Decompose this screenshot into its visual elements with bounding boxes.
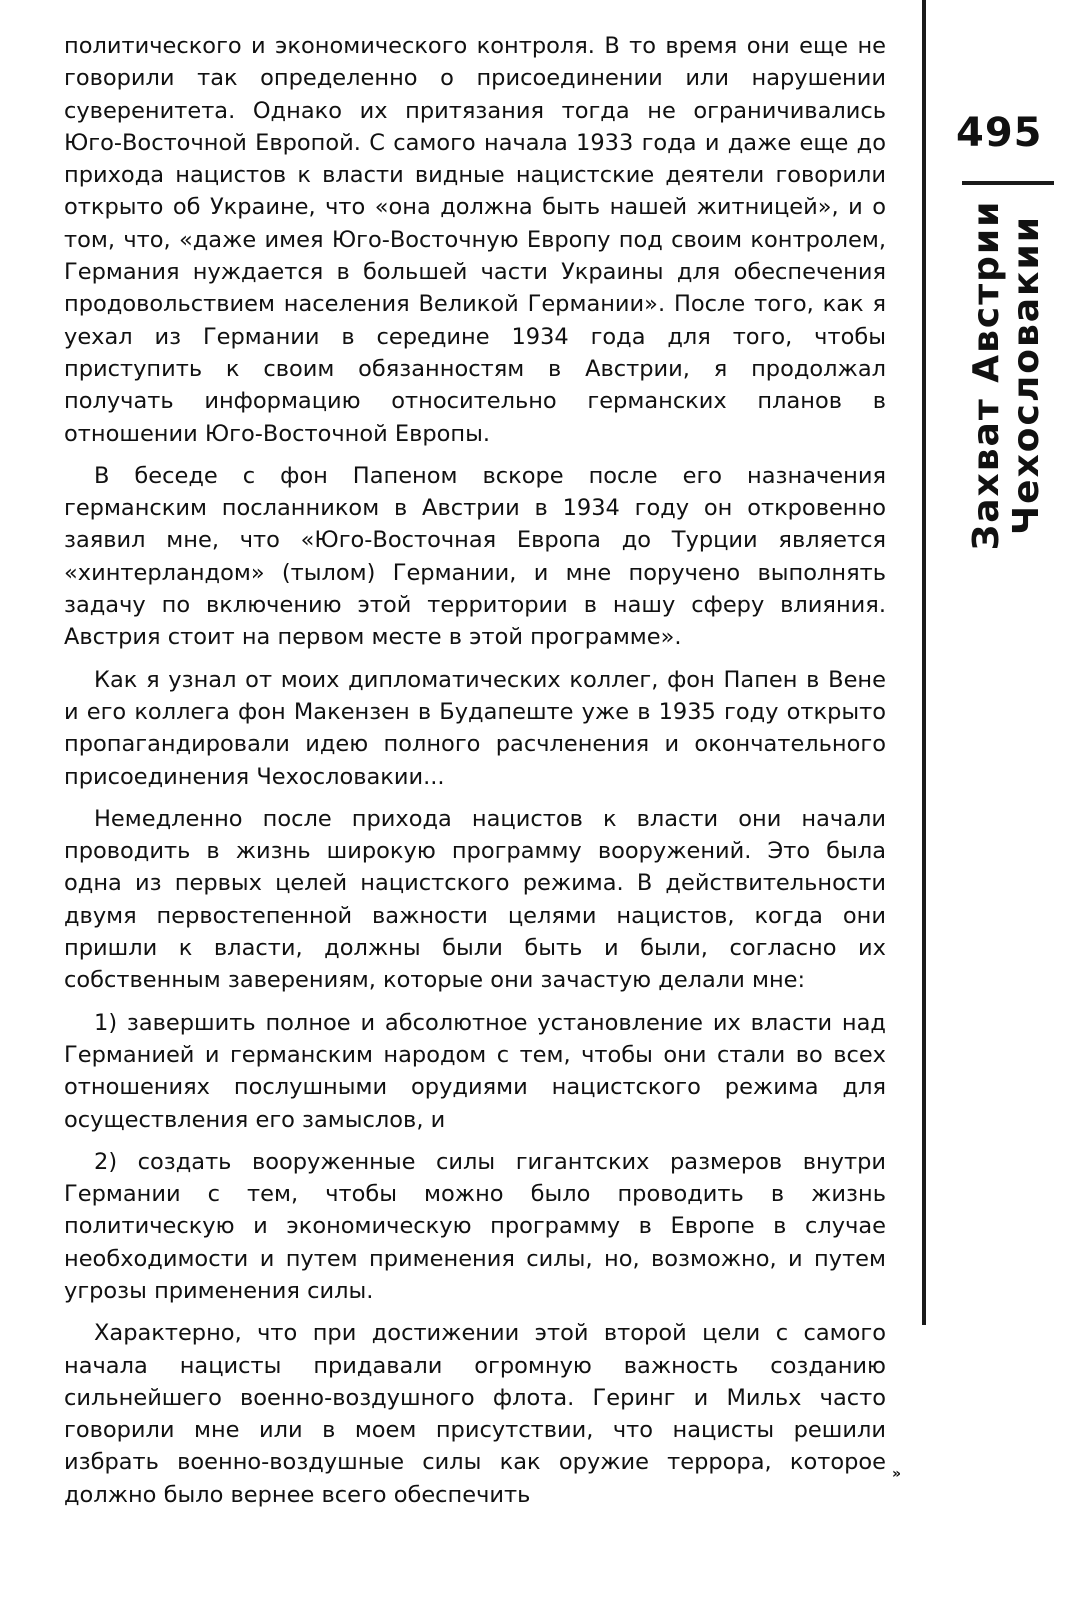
paragraph-4: Немедленно после прихода нацистов к власти они начали проводить в жизнь широкую программу вооружений. Это была одна из первых целей нацистского режима. В действительности двумя первостепенной важности целями нацистов, когда они пришли к власти, должны были быть и были, согласно их собственным заверениям, которые они зачастую делали мне: — [64, 805, 886, 994]
margin-rule-vertical — [922, 0, 926, 1325]
running-head-line-2: Чехословакии — [1006, 215, 1047, 535]
paragraph-6: 2) создать вооруженные силы гигантских размеров внутри Германии с тем, чтобы можно было проводить в жизнь политическую и экономическую программу в Европе в случае необходимости и путем применения силы, но, возможно, и путем угрозы применения силы. — [64, 1148, 886, 1304]
running-head-line-1: Захват Австрии — [966, 199, 1007, 551]
paragraph-5: 1) завершить полное и абсолютное установление их власти над Германией и германским народом с тем, чтобы они стали во всех отношениях послушными орудиями нацистского режима для осуществления его замыслов, и — [64, 1009, 886, 1133]
paragraph-1: политического и экономического контроля. В то время они еще не говорили так определенно о присоединении или нарушении суверенитета. Однако их притязания тогда не ограничивались Юго-Восточной Европой. С самого начала 1933 года и даже еще до прихода нацистов к власти видные нацистские деятели говорили открыто об Украине, что «она должна быть нашей житницей», и о том, что, «даже имея Юго-Восточную Европу под своим контролем, Германия нуждается в большей части Украины для обеспечения продовольствием населения Великой Германии». После того, как я уехал из Германии в середине 1934 года для того, чтобы приступить к своим обязанностям в Австрии, я продолжал получать информацию относительно германских планов в отношении Юго-Восточной Европы. — [64, 33, 886, 447]
body-text — [64, 30, 886, 1521]
paragraph-7: Характерно, что при достижении этой второй цели с самого начала нацисты придавали огромную важность созданию сильнейшего военно-воздушного флота. Геринг и Мильх часто говорили мне или в моем присутствии, что нацисты решили избрать военно-воздушные силы как оружие террора, которое должно было вернее всего обеспечить — [64, 1320, 886, 1508]
paragraph-2: В беседе с фон Папеном вскоре после его назначения германским посланником в Австрии в 1934 году он откровенно заявил мне, что «Юго-Восточная Европа до Турции является «хинтерландом» (тылом) Германии, и мне поручено выполнять задачу по включению этой территории в нашу сферу влияния. Австрия стоит на первом месте в этой программе». — [64, 462, 886, 651]
edge-mark: » — [892, 1466, 902, 1482]
paragraph-3: Как я узнал от моих дипломатических коллег, фон Папен в Вене и его коллега фон Макензен в Будапеште уже в 1935 году открыто пропагандировали идею полного расчленения и окончательного присоединения Чехословакии... — [64, 666, 886, 790]
page-number: 495 — [956, 110, 1043, 156]
